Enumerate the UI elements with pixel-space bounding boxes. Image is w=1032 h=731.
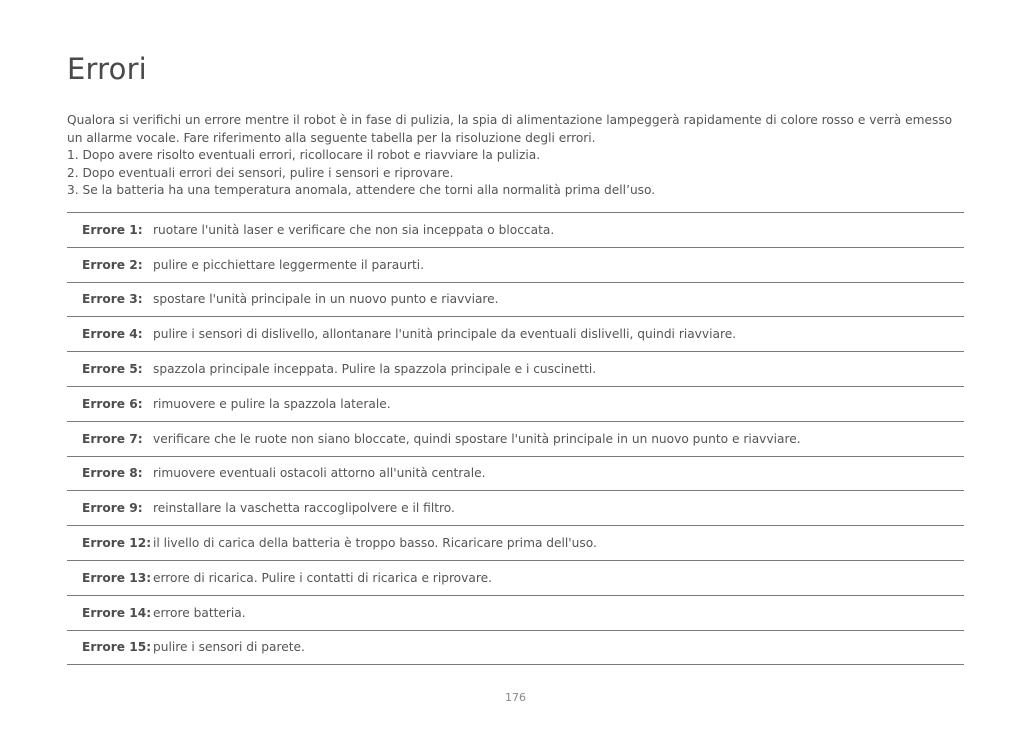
table-row: [67, 457, 964, 492]
error-description: errore di ricarica. Pulire i contatti di ricarica e riprovare.: [153, 570, 492, 585]
error-code: Errore 1:: [82, 222, 143, 237]
intro-text: [67, 112, 964, 200]
table-row: [67, 317, 964, 352]
table-row: [67, 352, 964, 387]
error-description: verificare che le ruote non siano bloccate, quindi spostare l'unità principale in un nuovo punto e riavviare.: [153, 431, 801, 446]
intro-paragraph: Qualora si verifichi un errore mentre il robot è in fase di pulizia, la spia di alimentazione lampeggerà rapidamente di colore rosso e verrà emesso un allarme vocale. Fare riferimento alla seguente tabella per la risoluzione degli errori.: [67, 113, 953, 145]
error-description: pulire i sensori di dislivello, allontanare l'unità principale da eventuali dislivelli, quindi riavviare.: [153, 327, 737, 342]
table-row: [67, 213, 964, 248]
table-row: [67, 387, 964, 422]
error-description: pulire i sensori di parete.: [153, 640, 305, 655]
error-description: errore batteria.: [153, 605, 246, 620]
error-description: spostare l'unità principale in un nuovo punto e riavviare.: [153, 292, 499, 307]
table-row: [67, 596, 964, 631]
error-code: Errore 6:: [82, 396, 143, 411]
intro-note: 1. Dopo avere risolto eventuali errori, ricollocare il robot e riavviare la pulizia.: [67, 148, 541, 162]
error-code: Errore 12:: [82, 536, 152, 551]
error-code: Errore 9:: [82, 501, 143, 516]
page-title: Errori: [67, 52, 147, 86]
error-code: Errore 8:: [82, 466, 143, 481]
error-code: Errore 2:: [82, 257, 143, 272]
intro-note: 3. Se la batteria ha una temperatura anomala, attendere che torni alla normalità prima dell’uso.: [67, 183, 656, 197]
error-code: Errore 14:: [82, 605, 152, 620]
error-description: spazzola principale inceppata. Pulire la spazzola principale e i cuscinetti.: [153, 362, 597, 377]
error-code: Errore 4:: [82, 327, 143, 342]
error-code: Errore 15:: [82, 640, 152, 655]
table-row: [67, 561, 964, 596]
error-code: Errore 7:: [82, 431, 143, 446]
table-row: [67, 248, 964, 283]
intro-note: 2. Dopo eventuali errori dei sensori, pulire i sensori e riprovare.: [67, 165, 454, 180]
error-description: reinstallare la vaschetta raccoglipolvere e il filtro.: [153, 501, 455, 516]
error-description: ruotare l'unità laser e verificare che non sia inceppata o bloccata.: [153, 222, 555, 237]
table-row: [67, 283, 964, 318]
error-code: Errore 3:: [82, 292, 143, 307]
page-number: 176: [505, 691, 526, 704]
table-row: [67, 526, 964, 561]
error-description: rimuovere eventuali ostacoli attorno all'unità centrale.: [153, 466, 486, 481]
error-description: pulire e picchiettare leggermente il paraurti.: [153, 257, 424, 272]
manual-page: [67, 0, 964, 731]
table-row: [67, 491, 964, 526]
error-code: Errore 13:: [82, 570, 152, 585]
error-description: rimuovere e pulire la spazzola laterale.: [153, 396, 391, 411]
table-row: [67, 422, 964, 457]
error-code: Errore 5:: [82, 362, 143, 377]
error-description: il livello di carica della batteria è troppo basso. Ricaricare prima dell'uso.: [153, 536, 597, 551]
table-row: [67, 631, 964, 666]
error-table: [67, 212, 964, 665]
